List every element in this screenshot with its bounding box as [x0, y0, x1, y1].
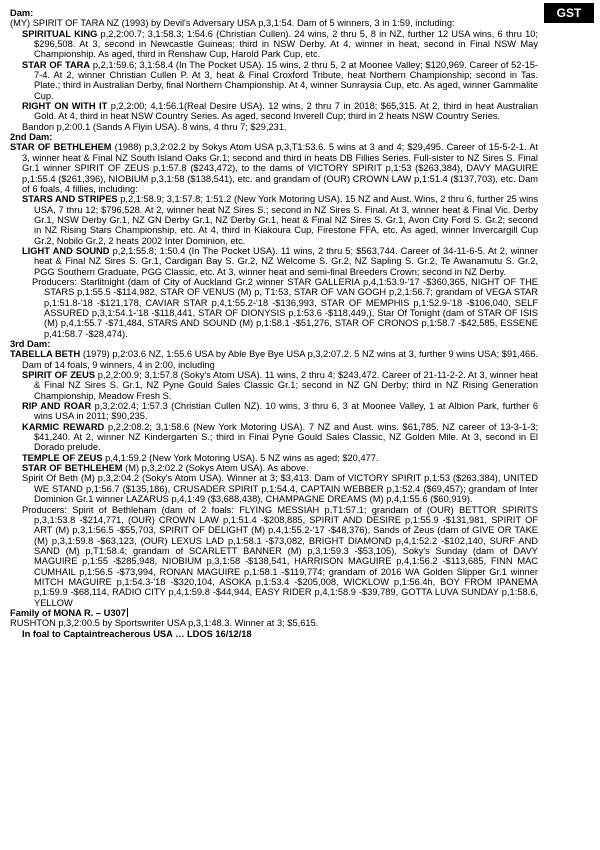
- second-dam-progeny-2: LIGHT AND SOUND p,2,1:55.8; 1:50.4 (In The Pocket USA). 11 wins, 2 thru 5; $563,744. Career of 34-11-6-5. At 2, winner heat & Final NZ Sires S. Gr.1, Cardigan Bay S. Gr.2, NZ Welcome S. Gr.2, NZ Sapling S. Gr.2, Te Awanamutu S. Gr.2, PGG Southern Graduate, PGG Classic, etc. At 3, winner heat and semi-final Breeders Crown; second in NZ Derby.: [22, 245, 538, 277]
- second-dam-progeny-1: STARS AND STRIPES p,2,1:58.9; 3,1:57.8; 1:51.2 (New York Motoring USA). 15 NZ and Aust. Wins, 2 thru 6, further 25 wins USA, 7 thru 12; $796,528. At 2, winner heat NZ Sires S.; second in NZ Sires S. Final. At 3, winner heat & Final Vic. Derby Gr.1, NSW Derby Gr.1, NZ GN Derby Gr.1, NZ Derby Gr.1, heat & Final NZ Sires S. Gr.1, Avon City Ford S. Gr.2; second in NZ Rising Stars Championship, etc. At 4, third in Kiakoura Cup, Firestone FFA, etc. As aged, winner Invercargill Cup Gr.2, Nobilo Gr.2, 2 heats 2002 Inter Dominion, etc.: [22, 194, 538, 246]
- third-dam-progeny-1: SPIRIT OF ZEUS p,2,2:00.9; 3,1:57.8 (Soky's Atom USA). 11 wins, 2 thru 4; $243,472. Career of 21-11-2-2. At 3, winner heat & Final NZ Sires S. Gr.1, NZ Pyne Gould Sales Classic Gr.1; second in NZ GN Derby; third in NZ Rising Generation Championship, Meadow Fresh S.: [22, 370, 538, 401]
- third-dam-progeny-5: STAR OF BETHLEHEM (M) p,3,2:02.2 (Sokys Atom USA). As above.: [22, 463, 309, 474]
- third-dam-progeny-2: RIP AND ROAR p,3,2:02.4; 1:57.3 (Christian Cullen NZ). 10 wins, 3 thru 6, 3 at Moonee Valley, 1 at Albion Park, further 6 wins USA in 2011; $90,235.: [22, 401, 538, 422]
- rushton-line: RUSHTON p,3,2:00.5 by Sportswriter USA p,3,1:48.3. Winner at 3; $5,615.: [10, 618, 319, 629]
- category-badge: GST: [544, 3, 594, 23]
- in-foal-line: In foal to Captaintreacherous USA … LDOS 16/12/18: [22, 628, 252, 639]
- second-dam-line: STAR OF BETHLEHEM (1988) p,3,2:02.2 by Sokys Atom USA p,3,T1:53.6. 5 wins at 3 and 4; $29,495. Career of 15-5-2-1. At 3, winner heat & Final NZ South Island Oaks Gr.1; second and third in heats DB Fillies Series. Full-sister to NZ Sires S. Final Gr.1 winner SPIRIT OF ZEUS p,1:57.8 ($243,472), to the dams of VICTORY SPIRIT p,1:53 ($263,384), DAVY MAGUIRE p,1:55.4 ($261,396), NIOBIUM p,3,1:58 ($138,541), etc. and grandam of (OUR) CROWN LAW p,1:51.4 ($137,703), etc. Dam of 6 foals, 4 fillies, including:: [10, 142, 538, 194]
- third-dam-line: TABELLA BETH (1979) p,2:03.6 NZ, 1:55.6 USA by Able Bye Bye USA p,3,2:07.2. 5 NZ wins at 3, further 9 wins USA; $91,466. Dam of 14 foals, 9 winners, 4 in 2:00, including: [10, 349, 538, 370]
- third-dam-producers: Producers: Spirit of Bethleham (dam of 2 foals: FLYING MESSIAH p,T1:57.1; grandam of (OUR) BETTOR SPIRITS p,3,1:53.8 -$214,771, (OUR) CROWN LAW p,1:51.4 -$208,885, SPIRIT AND DESIRE p,1:55.9 -$131,981, SPIRIT OF ART (M) p,3,1:56.5 -$55,703, SPIRIT OF DELIGHT (M) p,4,1:55.2-'17 -$48,376), Sands of Zeus (dam of GIVE OR TAKE (M) p,3,1:59.8 -$63,123, (OUR) LEXUS LAD p,1:58.1 -$73,082, BRIGHT DIAMOND p,4,1:52.2 -$102,140, SURF AND SAND (M) p,T1:58.4; grandam of SCARLETT BANNER (M) p,3,1:59.3 -$53,105), Soky's Sunday (dam of DAVY MAGUIRE p,1:55 -$285,948, NIOBIUM p,3,1:58 -$138,541, HARRISON MAGUIRE p,4,1:56.2 -$113,685, FINN MAC CUMHAIL p,1:56.5 -$73,994, RONAN MAGUIRE p,1:58.1 -$119,774; grandam of 2016 WA Golden Slipper Gr.1 winner MITCH MAGUIRE p,1:54.3-'18 -$320,104, ASOKA p,1:53.4 -$205,008, WICKLOW p,1:56.4h, BOY FROM IPANEMA p,1:59.9 -$68,114, RADIO CITY p,4,1:59.8 -$44,944, EASY RIDER p,4,1:58.9 -$39,789, GOTTA LUVA SUNDAY p,1:58.6, YELLOW: [22, 504, 538, 608]
- spirit-of-beth: Spirit Of Beth (M) p,3,2:04.2 (Soky's Atom USA). Winner at 3; $3,413. Dam of VICTORY SPIRIT p,1:53 ($263,384), UNITED WE STAND p,1:56.7 ($135,186), CRUSADER SPIRIT p,1:54.4, CAPTAIN WEBBER p,1:52.4 ($69,457); grandam of Inter Dominion Gr.1 winner LAZARUS p,4,1:49 ($3,688,438), CHAMPAGNE DREAMS (M) p,4,1:55.6 ($60,919).: [22, 473, 538, 505]
- third-dam-heading: 3rd Dam:: [10, 339, 51, 349]
- dam-progeny-2: STAR OF TARA p,2,1:59.6; 3,1:58.4 (In The Pocket USA). 15 wins, 2 thru 5, 2 at Moonee Valley; $120,969. Career of 52-15-7-4. At 2, winner Christian Cullen P. At 3, heat & Final Croxford Tribute, heat Northern Championship; second in Tas. Plate.; third in Australian Derby, final Northern Championship. At 4, winner Sunraysia Cup, etc. As aged, winner Gammalite Cup.: [22, 59, 539, 101]
- dam-line: (MY) SPIRIT OF TARA NZ (1993) by Devil's Adversary USA p,3,1:54. Dam of 5 winners, 3 in 1:59, including:: [10, 18, 455, 29]
- dam-progeny-1: SPIRITUAL KING p,2,2:00.7; 3,1:58.3; 1:54.6 (Christian Cullen). 24 wins, 2 thru 5, 8 in NZ, further 12 USA wins, 6 thru 10; $296,508. At 3, second in Newcastle Guineas; third in NSW Derby. At 4, winner in heat, second in Final NSW May Championship. As aged, third in Renshaw Cup, Harold Park Cup, etc.: [22, 28, 538, 60]
- dam-heading: Dam:: [10, 8, 34, 18]
- dam-tail: Bandon p,2:00.1 (Sands A Flyin USA). 8 wins, 4 thru 7; $29,231.: [22, 121, 287, 132]
- dam-progeny-3: RIGHT ON WITH IT p,2,2:00; 4,1:56.1(Real Desire USA). 12 wins, 2 thru 7 in 2018; $65,315. At 2, third in heat Australian Gold. At 4, third in heat NSW Country Series. As aged, second Inverell Cup; third in 2 heats NSW Country Series.: [22, 101, 538, 122]
- pedigree-page: [10, 8, 538, 639]
- second-dam-heading: 2nd Dam:: [10, 132, 53, 143]
- third-dam-progeny-3: KARMIC REWARD p,2,2:08.2; 3,1:58.6 (New York Motoring USA). 7 NZ and Aust. wins. $61,785. NZ career of 13-3-1-3; $41,240. At 2, winner NZ Kindergarten S.; third in Final Pyne Gould Sales Classic, NZ Golden Mile. At 3, second in El Dorado prelude.: [22, 421, 538, 453]
- second-dam-producers: Producers: Starlitnight (dam of City of Auckland Gr.2 winner STAR GALLERIA p,4,1:53.9-'17 -$360,365, NIGHT OF THE STARS p,1:55.5 -$114,982, STAR OF VENUS (M) p, T1:53, STAR OF VAN GOGH p,2,1:56.7; grandam of VEGA STAR p,1:51.8-'18 -$121,178, CAVIAR STAR p,4,1:55.2-'18 -$136,993, STAR OF MEMPHIS p,1:52.9-'18 -$106,040, SELF ASSURED p,3,1:54.1-'18 -$118,441, STAR OF DIONYSIS p,1:53.6 -$118,449,), Star Of Tonight (dam of STAR OF ISIS (M) p,4,1:55.7 -$71,484, STARS AND SOUND (M) p,1:58.1 -$51,276, STAR OF CRONOS p,1:58.7 -$42,585, ESSENE p,41:58.7 -$28,474).: [32, 276, 538, 339]
- family-line: Family of MONA R. – U307: [10, 607, 126, 618]
- third-dam-progeny-4: TEMPLE OF ZEUS p,4,1:59.2 (New York Motoring USA). 5 NZ wins as aged; $20,477.: [22, 452, 379, 463]
- text-cursor: [127, 608, 128, 617]
